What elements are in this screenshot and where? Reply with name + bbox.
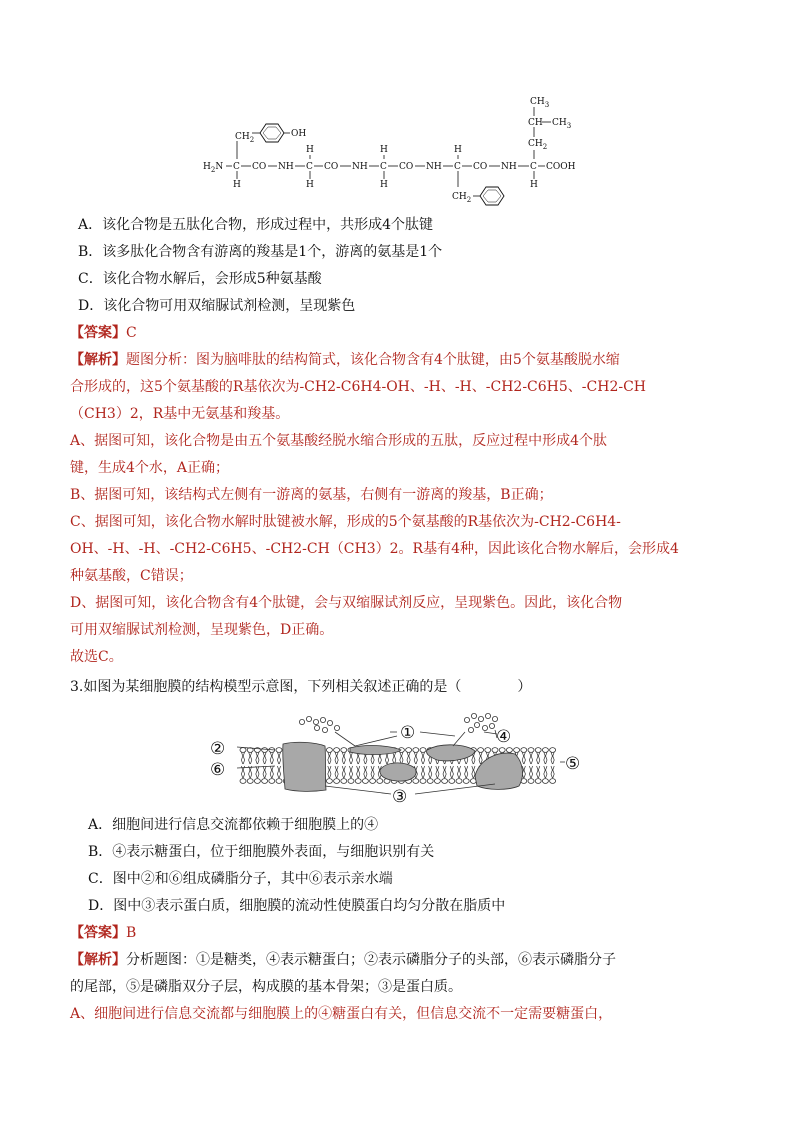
phospholipid-head: [550, 748, 556, 753]
phospholipid-head: [254, 779, 260, 784]
carbonyl-3: CO: [399, 162, 414, 172]
peripheral-protein-top: [350, 746, 401, 755]
q3-option-c: C．图中②和⑥组成磷脂分子，其中⑥表示亲水端: [88, 871, 393, 887]
phospholipid-tail: [457, 766, 460, 778]
alpha-carbon-4: C: [454, 162, 461, 172]
phenol-ring-icon: [260, 124, 284, 142]
alpha-carbon-2: C: [306, 162, 313, 172]
label-5: ⑤: [565, 754, 581, 774]
phospholipid-head: [240, 779, 246, 784]
phospholipid-tail: [436, 766, 439, 778]
q3-stem: 3.如图为某细胞膜的结构模型示意图，下列相关叙述正确的是（ ）: [70, 679, 532, 695]
phospholipid-head: [276, 748, 282, 753]
phospholipid-head: [355, 779, 361, 784]
phospholipid-head: [506, 748, 512, 753]
phospholipid-tail: [342, 752, 345, 764]
phospholipid-tail: [349, 752, 352, 764]
protein-3-shape: [380, 763, 416, 781]
q3-analysis-line-1: [70, 951, 616, 969]
q3-option-b: B．④表示糖蛋白，位于细胞膜外表面，与细胞识别有关: [88, 844, 435, 860]
phospholipid-tail: [529, 752, 532, 764]
phospholipid-head: [528, 748, 534, 753]
carboxyl-terminus-label: COOH: [546, 162, 576, 172]
phospholipid-head: [362, 779, 368, 784]
phospholipid-head: [406, 748, 412, 753]
leucine-ch3-top: $CH_3$: [530, 97, 550, 109]
phospholipid-tail: [551, 752, 554, 764]
phospholipid-head: [521, 748, 527, 753]
phospholipid-tail: [429, 766, 432, 778]
h-4: H: [454, 145, 462, 155]
h-1: H: [233, 180, 241, 190]
phospholipid-head: [413, 779, 419, 784]
phospholipid-tail: [400, 752, 403, 764]
q2-answer: [70, 324, 137, 342]
phospholipid-head: [326, 779, 332, 784]
phospholipid-tail: [537, 752, 540, 764]
left-r-ch2: $CH_2$: [235, 132, 255, 144]
phospholipid-head: [550, 779, 556, 784]
q2-analysis-label: 【解析】: [70, 352, 126, 368]
sugar-chain-right: [453, 713, 498, 746]
q2-option-d: D．该化合物可用双缩脲试剂检测，呈现紫色: [78, 298, 356, 314]
phospholipid-head: [262, 779, 268, 784]
q3-option-a: A．细胞间进行信息交流都依赖于细胞膜上的④: [88, 817, 379, 833]
label-1: ①: [400, 723, 416, 743]
phospholipid-tail: [479, 752, 482, 764]
phospholipid-head: [427, 779, 433, 784]
phospholipid-tail: [472, 766, 475, 778]
phospholipid-tail: [263, 766, 266, 778]
q3-analysis-line-3: A、细胞间进行信息交流都与细胞膜上的④糖蛋白有关，但信息交流不一定需要糖蛋白，: [70, 1006, 613, 1022]
phospholipid-head: [420, 748, 426, 753]
phospholipid-head: [334, 748, 340, 753]
phospholipid-head: [485, 748, 491, 753]
phospholipid-head: [262, 748, 268, 753]
phospholipid-tail: [342, 766, 345, 778]
alpha-carbon-3: C: [380, 162, 387, 172]
phospholipid-tail: [249, 766, 252, 778]
phospholipid-tail: [256, 752, 259, 764]
h-3b: H: [380, 180, 388, 190]
alpha-carbon-1: C: [233, 162, 240, 172]
phospholipid-tail: [357, 766, 360, 778]
q2-answer-label: 【答案】: [70, 325, 126, 341]
phospholipid-tail: [349, 766, 352, 778]
phospholipid-head: [542, 779, 548, 784]
q3-analysis-label: 【解析】: [70, 952, 126, 968]
q3-option-d: D．图中③表示蛋白质，细胞膜的流动性使膜蛋白均匀分散在脂质中: [88, 898, 506, 914]
alpha-carbon-5: C: [530, 162, 537, 172]
amide-nh-3: NH: [426, 162, 442, 172]
phospholipid-head: [535, 748, 541, 753]
hydroxyl-label: OH: [291, 129, 307, 139]
phospholipid-head: [535, 779, 541, 784]
phospholipid-tail: [328, 766, 331, 778]
phospholipid-head: [542, 748, 548, 753]
phospholipid-head: [420, 779, 426, 784]
q2-analysis-line-9: 种氨基酸，C错误；: [70, 568, 193, 584]
q2-option-b: B．该多肽化合物含有游离的羧基是1个，游离的氨基是1个: [78, 244, 443, 260]
phospholipid-tail: [364, 766, 367, 778]
leucine-ch2-label: $CH_2$: [528, 139, 548, 151]
peptide-structure-figure: [195, 95, 595, 213]
q2-analysis-line-2: 合形成的，这5个氨基酸的R基依次为-CH2-C6H4-OH、-H、-H、-CH2-C6H5、-CH2-CH: [70, 379, 647, 395]
label-6: ⑥: [210, 760, 226, 780]
q3-answer: [70, 924, 136, 942]
q2-analysis-line-4: A、据图可知，该化合物是由五个氨基酸经脱水缩合形成的五肽，反应过程中形成4个肽: [70, 433, 608, 449]
q2-analysis-line-1: [70, 351, 620, 369]
phospholipid-head: [247, 779, 253, 784]
phospholipid-head: [449, 779, 455, 784]
q2-analysis-line-8: OH、-H、-H、-CH2-C6H5、-CH2-CH（CH3）2。R基有4种，因此该化合物水解后，会形成4: [70, 541, 679, 557]
phospholipid-head: [492, 748, 498, 753]
benzyl-ch2-label: $CH_2$: [452, 192, 472, 204]
phospholipid-tail: [407, 752, 410, 764]
phospholipid-head: [442, 779, 448, 784]
phospholipid-head: [434, 779, 440, 784]
phospholipid-tail: [522, 752, 525, 764]
q2-option-c: C．该化合物水解后，会形成5种氨基酸: [78, 271, 322, 287]
phospholipid-head: [499, 748, 505, 753]
q2-analysis-line-7: C、据图可知，该化合物水解时肽键被水解，形成的5个氨基酸的R基依次为-CH2-C6H4-: [70, 514, 621, 530]
sugar-chain-left: [299, 716, 397, 746]
phospholipid-tail: [256, 766, 259, 778]
phospholipid-head: [478, 748, 484, 753]
carbonyl-4: CO: [473, 162, 488, 172]
phospholipid-tail: [270, 766, 273, 778]
phospholipid-head: [377, 779, 383, 784]
phospholipid-head: [341, 748, 347, 753]
q3-analysis-line-2: 的尾部，⑤是磷脂双分子层，构成膜的基本骨架；③是蛋白质。: [70, 979, 462, 995]
carbonyl-1: CO: [252, 162, 267, 172]
phospholipid-head: [528, 779, 534, 784]
phospholipid-tail: [450, 766, 453, 778]
cell-membrane-figure: [205, 710, 615, 810]
phospholipid-tail: [544, 766, 547, 778]
phospholipid-tail: [393, 752, 396, 764]
phospholipid-tail: [249, 752, 252, 764]
q2-analysis-line-11: 可用双缩脲试剂检测，呈现紫色，D正确。: [70, 622, 334, 638]
q3-answer-value: B: [126, 925, 137, 941]
phospholipid-tail: [277, 766, 280, 778]
phospholipid-tail: [335, 766, 338, 778]
phospholipid-head: [276, 779, 282, 784]
phospholipid-head: [269, 779, 275, 784]
h-5: H: [530, 180, 538, 190]
phospholipid-head: [334, 779, 340, 784]
phospholipid-tail: [551, 766, 554, 778]
h-2b: H: [306, 180, 314, 190]
amide-nh-2: NH: [352, 162, 368, 172]
phospholipid-tail: [544, 752, 547, 764]
phospholipid-head: [456, 779, 462, 784]
glycoprotein-protein: [427, 745, 475, 761]
label-3: ③: [392, 787, 408, 807]
embedded-protein-right: [475, 753, 522, 789]
phospholipid-head: [348, 779, 354, 784]
phospholipid-tail: [529, 766, 532, 778]
q3-analysis-text-1: 分析题图：①是糖类，④表示糖蛋白；②表示磷脂分子的头部，⑥表示磷脂分子: [126, 952, 616, 968]
phospholipid-tail: [465, 766, 468, 778]
phospholipid-tail: [443, 766, 446, 778]
phospholipid-tail: [241, 752, 244, 764]
phospholipid-tail: [263, 752, 266, 764]
phospholipid-head: [370, 779, 376, 784]
phospholipid-head: [240, 748, 246, 753]
phospholipid-head: [463, 779, 469, 784]
q2-analysis-line-6: B、据图可知，该结构式左侧有一游离的氨基，右侧有一游离的羧基，B正确；: [70, 487, 553, 503]
amide-nh-1: NH: [278, 162, 294, 172]
q2-option-a: A．该化合物是五肽化合物，形成过程中，共形成4个肽键: [78, 217, 434, 233]
amino-terminus-label: $H_2N$: [203, 162, 224, 174]
amide-nh-4: NH: [501, 162, 517, 172]
q2-analysis-line-10: D、据图可知，该化合物含有4个肽键，会与双缩脲试剂反应，呈现紫色。因此，该化合物: [70, 595, 623, 611]
phospholipid-tail: [335, 752, 338, 764]
carbonyl-2: CO: [324, 162, 339, 172]
h-2a: H: [306, 145, 314, 155]
phospholipid-tail: [371, 766, 374, 778]
phospholipid-head: [413, 748, 419, 753]
label-4: ④: [496, 727, 512, 747]
q2-analysis-text-1: 题图分析：图为脑啡肽的结构简式，该化合物含有4个肽键，由5个氨基酸脱水缩: [126, 352, 620, 368]
h-3a: H: [380, 145, 388, 155]
transmembrane-protein-left: [283, 742, 326, 791]
benzene-ring-icon: [480, 187, 504, 205]
q3-answer-label: 【答案】: [70, 925, 126, 941]
phospholipid-head: [341, 779, 347, 784]
q2-answer-value: C: [126, 325, 137, 341]
label-2: ②: [210, 739, 226, 759]
phospholipid-tail: [414, 752, 417, 764]
phospholipid-tail: [421, 752, 424, 764]
phospholipid-tail: [537, 766, 540, 778]
phospholipid-tail: [277, 752, 280, 764]
q2-analysis-line-3: （CH3）2，R基中无氨基和羧基。: [70, 406, 290, 422]
phospholipid-tail: [421, 766, 424, 778]
phospholipid-head: [326, 748, 332, 753]
leucine-ch-label: CH: [528, 118, 543, 128]
q2-analysis-line-5: 键，生成4个水，A正确；: [70, 460, 230, 476]
phospholipid-tail: [328, 752, 331, 764]
leucine-ch3-right: $CH_3$: [552, 118, 572, 130]
phospholipid-head: [514, 748, 520, 753]
q2-analysis-line-12: 故选C。: [70, 649, 123, 665]
phospholipid-tail: [270, 752, 273, 764]
